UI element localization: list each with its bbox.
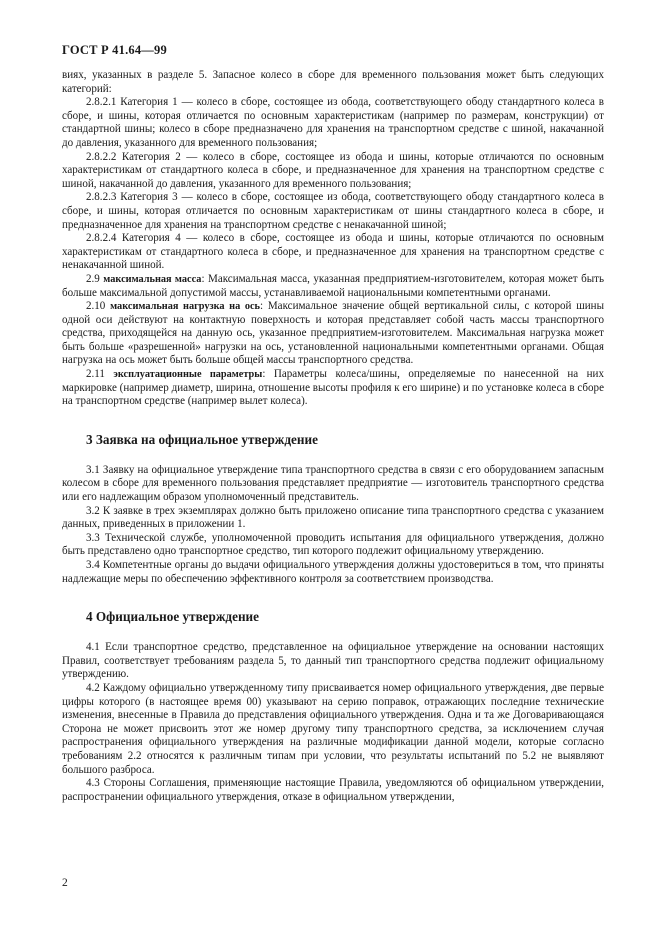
section-3-heading: 3 Заявка на официальное утверждение <box>86 431 318 447</box>
paragraph-4-3: 4.3 Стороны Соглашения, применяющие настоящие Правила, уведомляются об официальном утверждении, распространении официального утверждения, отказе в официальном утверждении, <box>62 777 604 803</box>
page-number: 2 <box>62 877 68 889</box>
paragraph-4-2: 4.2 Каждому официально утвержденному типу присваивается номер официального утверждения, две первые цифры которого (в настоящее время 00) указывают на серию поправок, отражающих последние технические изменения, внесенные в Правила до представления официального утверждения. Одна и та же Договаривающаяся Сторона не может присвоить этот же номер другому типу транспортного средства, за исключением случая распространения официального утверждения на различные модификации данной модели, которые согласно требованиям 2.2 относятся к различным типам при условии, что результаты испытаний по 5.2 не выявляют большого разброса. <box>62 681 604 776</box>
definition-max-mass <box>62 273 604 300</box>
section-4-heading: 4 Официальное утверждение <box>86 609 260 625</box>
paragraph-category-2: 2.8.2.2 Категория 2 — колесо в сборе, состоящее из обода и шины, которые отличаются по основным характеристикам от стандартного колеса в сборе, и предназначенное для хранения на транспортном средстве с шиной, накачанной до давления, указанного для временного пользования; <box>62 150 604 190</box>
defined-term: максимальная нагрузка на ось <box>110 301 260 313</box>
definition-text: : Максимальная масса, указанная предприятием-изготовителем, которая может быть больше максимальной допустимой массы, устанавливаемой национальными компетентными органами. <box>62 272 604 299</box>
paragraph-intro: виях, указанных в разделе 5. Запасное колесо в сборе для временного пользования может быть следующих категорий: <box>62 69 604 95</box>
defined-term: максимальная масса <box>103 273 202 285</box>
definition-max-axle-load <box>62 300 604 368</box>
paragraph-category-1: 2.8.2.1 Категория 1 — колесо в сборе, состоящее из обода, соответствующего ободу стандартного колеса в сборе, и шины, которая отличается по основным характеристикам (например по размерам, конструкции) от стандартной шины; колесо в сборе предназначено для хранения на транспортном средстве с шиной, накачанной до давления, указанного для временного пользования; <box>62 96 604 149</box>
paragraph-3-1: 3.1 Заявку на официальное утверждение типа транспортного средства в связи с его оборудованием запасным колесом в сборе для временного пользования представляет предприятие — изготовитель транспортного средства или его надлежащим образом уполномоченный представитель. <box>62 463 604 504</box>
clause-number: 2.10 <box>86 300 111 313</box>
document-header: ГОСТ Р 41.64—99 <box>62 43 167 57</box>
definition-text: : Параметры колеса/шины, определяемые по нанесенной на них маркировке (например диаметр, ширина, отношение высоты профиля к его ширине) и по установке колеса в сборе на транспортном средстве (например вылет колеса). <box>62 368 604 408</box>
paragraph-category-3: 2.8.2.3 Категория 3 — колесо в сборе, состоящее из обода, соответствующего ободу стандартного колеса в сборе, и шины, которая отличается по основным характеристикам от шины стандартного колеса в сборе, и предназначенное для хранения на транспортном средстве с ненакачанной шиной; <box>62 191 604 231</box>
clause-number: 2.9 <box>86 272 104 285</box>
paragraph-4-1: 4.1 Если транспортное средство, представленное на официальное утверждение на основании настоящих Правил, соответствует требованиям раздела 5, то данный тип транспортного средства подлежит официальному утверждению. <box>62 641 604 681</box>
paragraph-3-3: 3.3 Технической службе, уполномоченной проводить испытания для официального утверждения, должно быть представлено одно транспортное средство, тип которого подлежит официальному утверждению. <box>62 531 604 558</box>
clause-number: 2.11 <box>86 368 114 381</box>
definition-text: : Максимальное значение общей вертикальной силы, с которой шины одной оси действуют на контактную поверхность и которая представляет собой часть массы транспортного средства, приходящейся на данную ось, указанное предприятием-изготовителем. Максимальная нагрузка может быть больше «разрешенной» нагрузки на ось, установленной национальными компетентными органами. Общая нагрузка на ось может быть больше общей массы транспортного средства. <box>62 300 604 367</box>
defined-term: эксплуатационные параметры <box>113 369 263 381</box>
definition-operating-parameters <box>62 368 604 409</box>
document-body <box>62 69 604 804</box>
paragraph-3-2: 3.2 К заявке в трех экземплярах должно быть приложено описание типа транспортного средства с указанием данных, приведенных в приложении 1. <box>62 504 604 531</box>
paragraph-3-4: 3.4 Компетентные органы до выдачи официального утверждения должны удостовериться в том, что приняты надлежащие меры по обеспечению эффективного контроля за соответствием производства. <box>62 559 604 585</box>
paragraph-category-4: 2.8.2.4 Категория 4 — колесо в сборе, состоящее из обода и шины, которые отличаются по основным характеристикам от стандартного колеса в сборе, и предназначенное для хранения на транспортном средстве с ненакачанной шиной. <box>62 232 604 272</box>
